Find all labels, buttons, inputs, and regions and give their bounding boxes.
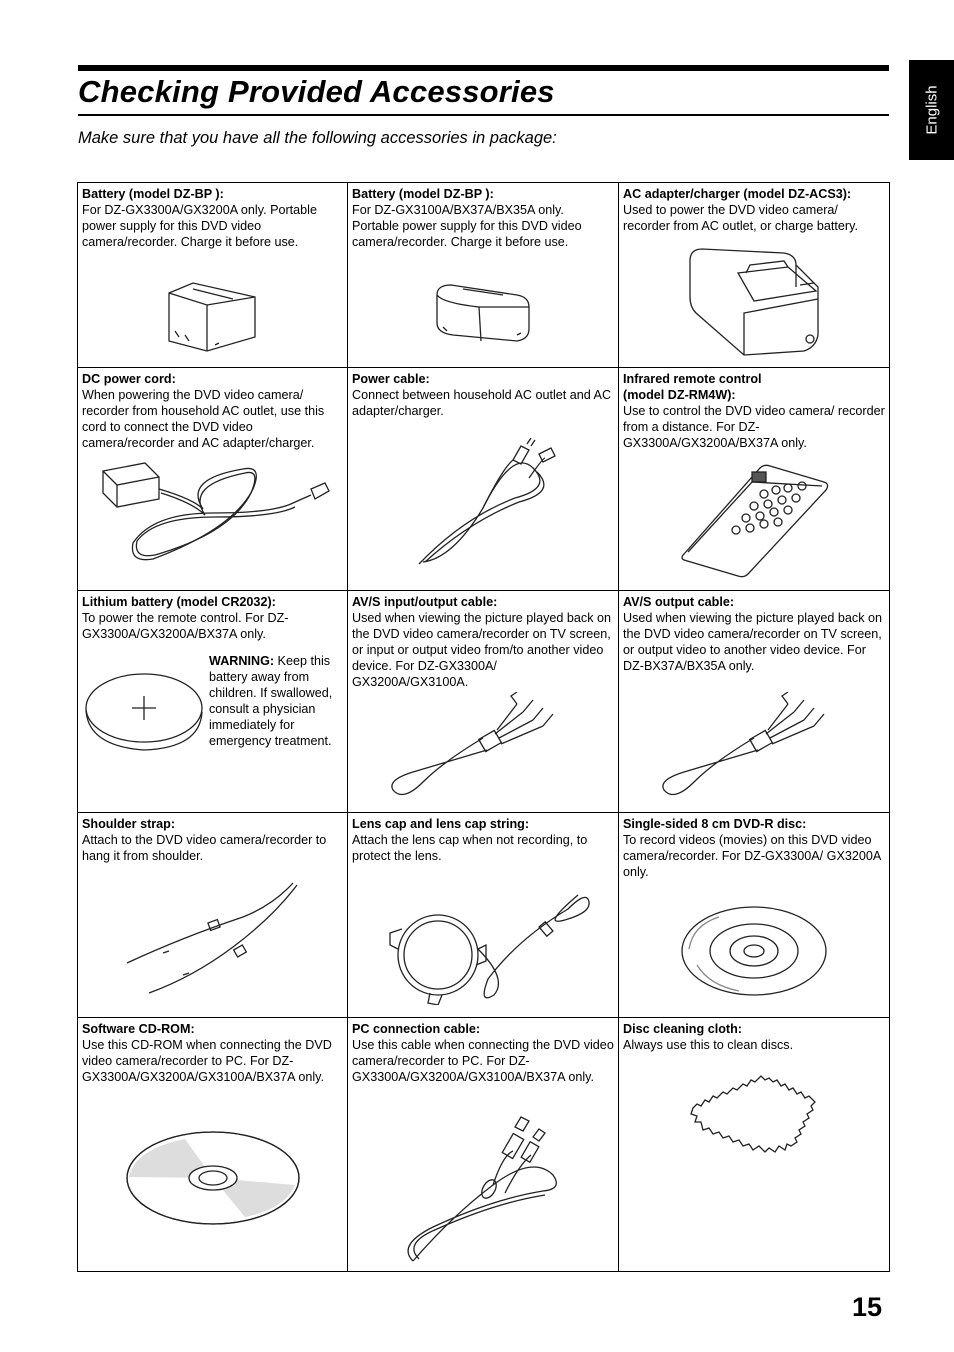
cd-rom-icon — [78, 1129, 347, 1227]
accessory-heading: Battery (model DZ-BP ): — [352, 187, 494, 201]
accessory-cell — [348, 591, 619, 813]
remote-control-icon — [619, 462, 889, 578]
warning-label: WARNING: — [209, 654, 275, 668]
cleaning-cloth-icon — [619, 1072, 889, 1156]
usb-cable-icon — [348, 1115, 618, 1265]
accessory-heading-model: (model DZ-RM4W): — [623, 388, 736, 402]
top-rule — [78, 65, 889, 71]
accessory-heading: DC power cord: — [82, 372, 176, 386]
accessory-description: When powering the DVD video camera/ recorder from household AC outlet, use this cord to connect the DVD video camera/recorder and AC adapter/charger. — [82, 388, 325, 450]
accessory-cell — [78, 368, 348, 591]
accessory-cell — [619, 1018, 890, 1272]
coin-battery-icon — [84, 670, 206, 754]
accessories-table — [77, 182, 890, 1272]
dc-cord-icon — [78, 459, 347, 564]
shoulder-strap-icon — [78, 877, 347, 997]
accessory-description: Use to control the DVD video camera/ recorder from a distance. For DZ-GX3300A/GX3200A/BX37A only. — [623, 404, 885, 450]
warning-note — [209, 653, 334, 749]
accessory-heading: Infrared remote control — [623, 372, 762, 386]
accessory-heading: Software CD-ROM: — [82, 1022, 195, 1036]
accessory-description: Always use this to clean discs. — [623, 1038, 794, 1052]
accessory-description: Used when viewing the picture played back on the DVD video camera/recorder on TV screen, or output video to another video device. For DZ-BX37A/BX35A only. — [623, 611, 883, 673]
accessory-cell — [78, 183, 348, 368]
accessory-description: To record videos (movies) on this DVD video camera/recorder. For DZ-GX3300A/ GX3200A only. — [623, 833, 881, 879]
accessory-cell — [78, 1018, 348, 1272]
accessory-heading: Battery (model DZ-BP ): — [82, 187, 224, 201]
page-subtitle: Make sure that you have all the following accessories in package: — [78, 129, 557, 147]
ac-adapter-icon — [619, 243, 889, 357]
language-tab — [909, 60, 954, 160]
accessory-cell — [619, 368, 890, 591]
av-cable-icon — [348, 692, 618, 802]
accessory-description: Attach to the DVD video camera/recorder to hang it from shoulder. — [82, 833, 327, 863]
accessory-description: For DZ-GX3100A/BX37A/BX35A only. Portable power supply for this DVD video camera/recorder. Charge it before use. — [352, 203, 582, 249]
accessory-heading: AV/S output cable: — [623, 595, 735, 609]
accessory-description: Used to power the DVD video camera/ recorder from AC outlet, or charge battery. — [623, 203, 858, 233]
accessory-description: Connect between household AC outlet and AC adapter/charger. — [352, 388, 612, 418]
lens-cap-icon — [348, 889, 618, 1005]
accessory-cell — [78, 591, 348, 813]
accessory-cell — [348, 183, 619, 368]
accessory-description: To power the remote control. For DZ-GX3300A/GX3200A/BX37A only. — [82, 611, 289, 641]
accessory-heading: Single-sided 8 cm DVD-R disc: — [623, 817, 807, 831]
title-rule — [78, 114, 889, 116]
accessory-heading: Lithium battery (model CR2032): — [82, 595, 276, 609]
accessory-description: Used when viewing the picture played back on the DVD video camera/recorder on TV screen, or input or output video from/to another video device. For DZ-GX3300A/ GX3200A/GX3100A. — [352, 611, 612, 689]
power-cable-icon — [348, 438, 618, 568]
warning-text: Keep this battery away from children. If swallowed, consult a physician immediately for emergency treatment. — [209, 654, 333, 748]
accessory-cell — [619, 591, 890, 813]
dvd-disc-icon — [619, 905, 889, 997]
language-tab-label: English — [923, 85, 940, 135]
accessory-heading: Lens cap and lens cap string: — [352, 817, 530, 831]
accessory-heading: PC connection cable: — [352, 1022, 481, 1036]
battery-small-icon — [348, 281, 618, 347]
accessory-description: Use this CD-ROM when connecting the DVD video camera/recorder to PC. For DZ-GX3300A/GX3200A/GX3100A/BX37A only. — [82, 1038, 332, 1084]
accessory-cell — [619, 813, 890, 1018]
accessory-cell — [78, 813, 348, 1018]
accessory-cell — [348, 813, 619, 1018]
accessory-description: For DZ-GX3300A/GX3200A only. Portable power supply for this DVD video camera/recorder. Charge it before use. — [82, 203, 317, 249]
accessory-cell — [348, 1018, 619, 1272]
av-cable-icon — [619, 692, 889, 802]
accessory-heading: Disc cleaning cloth: — [623, 1022, 742, 1036]
accessory-description: Attach the lens cap when not recording, to protect the lens. — [352, 833, 588, 863]
battery-large-icon — [78, 281, 347, 353]
accessory-heading: Power cable: — [352, 372, 430, 386]
accessory-heading: AV/S input/output cable: — [352, 595, 498, 609]
page-number: 15 — [852, 1292, 883, 1322]
accessory-heading: Shoulder strap: — [82, 817, 176, 831]
accessory-cell — [348, 368, 619, 591]
page-title: Checking Provided Accessories — [78, 74, 555, 109]
accessory-heading: AC adapter/charger (model DZ-ACS3): — [623, 187, 852, 201]
accessory-description: Use this cable when connecting the DVD video camera/recorder to PC. For DZ-GX3300A/GX3200A/GX3100A/BX37A only. — [352, 1038, 614, 1084]
accessory-cell — [619, 183, 890, 368]
